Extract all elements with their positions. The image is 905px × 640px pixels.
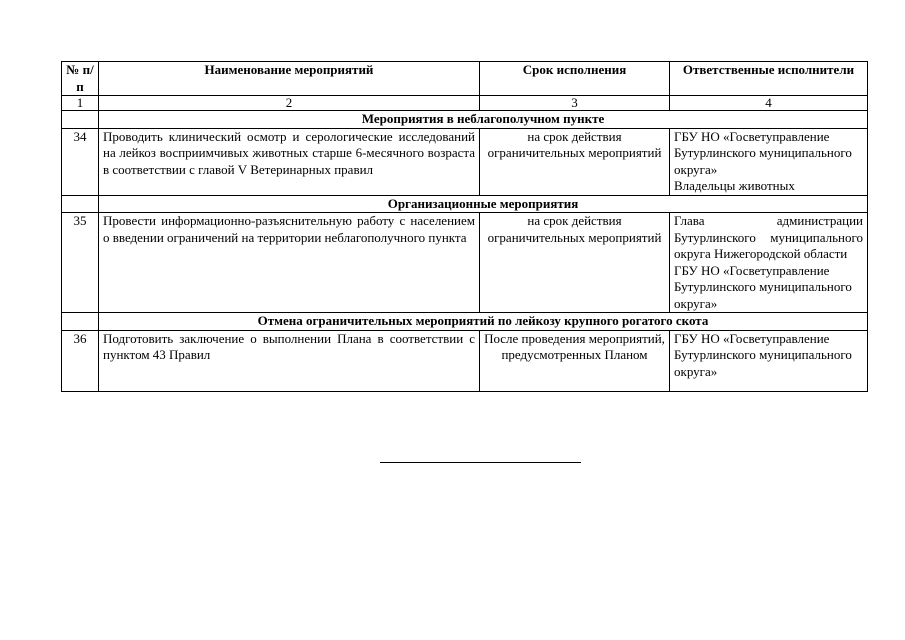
row-number: 35 [62, 213, 99, 313]
section-row [62, 111, 868, 129]
deadline: на срок действия ограничительных мероприятий [480, 128, 670, 195]
section-title: Мероприятия в неблагополучном пункте [99, 111, 868, 129]
column-index: 1 [62, 96, 99, 111]
section-title: Организационные мероприятия [99, 195, 868, 213]
table-row [62, 213, 868, 313]
responsible [670, 330, 868, 391]
responsible-entry: Глава администрации Бутурлинского муниципального округа Нижегородской области [674, 213, 863, 261]
section-spacer [62, 111, 99, 129]
activity-name: Подготовить заключение о выполнении Плана в соответствии с пунктом 43 Правил [99, 330, 480, 391]
responsible [670, 128, 868, 195]
responsible [670, 213, 868, 313]
section-spacer [62, 195, 99, 213]
header-number: № п/п [62, 62, 99, 96]
column-index-row [62, 96, 868, 111]
header-deadline: Срок исполнения [480, 62, 670, 96]
responsible-entry: ГБУ НО «Госветуправление Бутурлинского муниципального округа» [674, 330, 852, 379]
deadline: После проведения мероприятий, предусмотренных Планом [480, 330, 670, 391]
deadline: на срок действия ограничительных мероприятий [480, 213, 670, 313]
end-of-document-line [380, 462, 581, 463]
activity-name: Провести информационно-разъяснительную работу с населением о введении ограничений на территории неблагополучного пункта [99, 213, 480, 313]
section-spacer [62, 313, 99, 331]
activity-plan-table [61, 61, 868, 392]
row-number: 36 [62, 330, 99, 391]
section-row [62, 313, 868, 331]
table-row [62, 330, 868, 391]
column-index: 3 [480, 96, 670, 111]
responsible-entry: Владельцы животных [674, 178, 795, 193]
responsible-entry: ГБУ НО «Госветуправление Бутурлинского муниципального округа» [674, 262, 852, 311]
column-index: 4 [670, 96, 868, 111]
table-row [62, 128, 868, 195]
row-number: 34 [62, 128, 99, 195]
table-header-row [62, 62, 868, 96]
activity-name: Проводить клинический осмотр и серологические исследований на лейкоз восприимчивых животных старше 6-месячного возраста в соответствии с главой V Ветеринарных правил [99, 128, 480, 195]
header-responsible: Ответственные исполнители [670, 62, 868, 96]
responsible-entry: ГБУ НО «Госветуправление Бутурлинского муниципального округа» [674, 128, 852, 177]
section-title: Отмена ограничительных мероприятий по лейкозу крупного рогатого скота [99, 313, 868, 331]
section-row [62, 195, 868, 213]
header-activity-name: Наименование мероприятий [99, 62, 480, 96]
column-index: 2 [99, 96, 480, 111]
